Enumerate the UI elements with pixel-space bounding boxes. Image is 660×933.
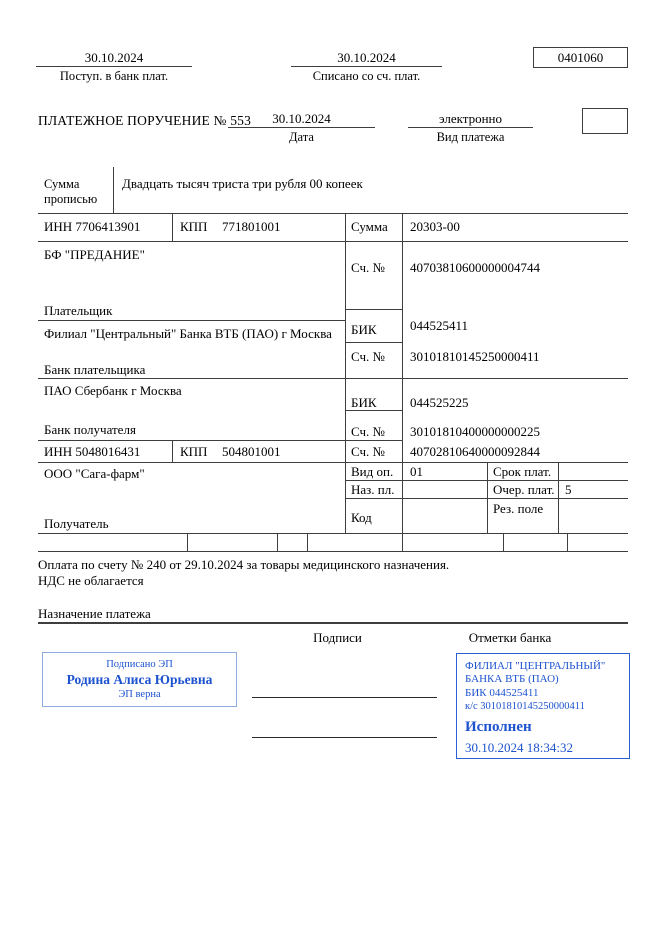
received-date-field [36, 50, 192, 84]
table-line-h [345, 342, 402, 343]
bank-execution-stamp [456, 653, 630, 759]
table-line-h [38, 533, 628, 534]
document-title: ПЛАТЕЖНОЕ ПОРУЧЕНИЕ № 553 [38, 113, 252, 128]
payment-kind-label: Вид платежа [436, 130, 505, 144]
purpose-section-label: Назначение платежа [38, 606, 151, 621]
payer-kpp-label: КПП [180, 219, 208, 234]
beneficiary-section-label: Получатель [44, 516, 109, 531]
table-line-h [38, 213, 628, 214]
pay-term-label: Срок плат. [493, 464, 552, 479]
table-line-h [38, 378, 628, 379]
table-line-v [187, 533, 188, 551]
table-line-v [345, 213, 346, 533]
e-signature-stamp [42, 652, 237, 707]
payer-kpp: 771801001 [222, 219, 281, 234]
purpose-underline [38, 622, 628, 624]
e-signature-line3: ЭП верна [118, 689, 161, 700]
table-line-h [38, 551, 628, 552]
beneficiary-bank-bik-label: БИК [351, 395, 377, 410]
table-line-v [113, 167, 114, 213]
payment-kind-field [408, 111, 533, 145]
bank-stamp-bik: БИК 044525411 [465, 687, 539, 699]
document-date: 30.10.2024 [228, 111, 375, 128]
status-code-box [582, 108, 628, 134]
payer-section-label: Плательщик [44, 303, 113, 318]
op-kind-value: 01 [410, 464, 423, 479]
op-kind-label: Вид оп. [351, 464, 394, 479]
payer-bank-name: Филиал "Центральный" Банка ВТБ (ПАО) г Москва [44, 326, 332, 341]
debited-date: 30.10.2024 [291, 50, 442, 67]
purpose-code-label: Наз. пл. [351, 482, 395, 497]
table-line-h [38, 241, 628, 242]
table-line-v [503, 533, 504, 551]
form-code-box [533, 47, 628, 68]
table-line-v [277, 533, 278, 551]
purpose-line2: НДС не облагается [38, 573, 144, 588]
payer-account-label: Сч. № [351, 260, 385, 275]
table-line-h [38, 462, 628, 463]
priority-value: 5 [565, 482, 572, 497]
table-line-h [345, 410, 402, 411]
payer-bank-account-label: Сч. № [351, 349, 385, 364]
table-line-v [172, 440, 173, 462]
beneficiary-name: ООО "Сага-фарм" [44, 466, 145, 481]
bank-stamp-status: Исполнен [465, 719, 532, 735]
payer-bank-bik: 044525411 [410, 318, 469, 333]
table-line-v [402, 533, 403, 551]
payer-name: БФ "ПРЕДАНИЕ" [44, 247, 145, 262]
document-date-label: Дата [289, 130, 314, 144]
table-line-v [567, 533, 568, 551]
bank-stamp-name: ФИЛИАЛ "ЦЕНТРАЛЬНЫЙ" БАНКА ВТБ (ПАО) [465, 660, 606, 685]
debited-date-field [291, 50, 442, 84]
signature-line-2 [252, 737, 437, 738]
payer-inn: ИНН 7706413901 [44, 219, 141, 234]
signature-line-1 [252, 697, 437, 698]
received-date-label: Поступ. в банк плат. [59, 69, 169, 83]
payer-bank-section-label: Банк плательщика [44, 362, 146, 377]
payment-kind: электронно [408, 111, 533, 128]
reserve-label: Рез. поле [493, 501, 544, 516]
amount-words-value: Двадцать тысяч триста три рубля 00 копеек [122, 176, 363, 191]
bank-marks-heading: Отметки банка [468, 630, 552, 645]
beneficiary-inn: ИНН 5048016431 [44, 444, 141, 459]
purpose-line1: Оплата по счету № 240 от 29.10.2024 за товары медицинского назначения. [38, 557, 450, 572]
sum-label: Сумма [351, 219, 388, 234]
document-date-field [228, 111, 375, 145]
received-date: 30.10.2024 [36, 50, 192, 67]
payer-bank-bik-label: БИК [351, 322, 377, 337]
beneficiary-account: 40702810640000092844 [410, 444, 540, 459]
beneficiary-kpp-label: КПП [180, 444, 208, 459]
priority-label: Очер. плат. [493, 482, 555, 497]
signatures-heading: Подписи [313, 630, 362, 645]
debited-date-label: Списано со сч. плат. [312, 69, 421, 83]
beneficiary-bank-bik: 044525225 [410, 395, 469, 410]
bank-stamp-datetime: 30.10.2024 18:34:32 [465, 740, 573, 755]
beneficiary-bank-name: ПАО Сбербанк г Москва [44, 383, 182, 398]
beneficiary-account-label: Сч. № [351, 444, 385, 459]
table-line-v [307, 533, 308, 551]
payer-bank-account: 30101810145250000411 [410, 349, 540, 364]
e-signature-name: Родина Алиса Юрьевна [66, 672, 213, 687]
beneficiary-kpp: 504801001 [222, 444, 281, 459]
amount-words-label: Сумма прописью [44, 177, 98, 206]
bank-stamp-corr-account: к/с 30101810145250000411 [465, 701, 585, 712]
table-line-h [38, 440, 402, 441]
table-line-v [558, 462, 559, 533]
code-label: Код [351, 510, 372, 525]
payer-account: 40703810600000004744 [410, 260, 540, 275]
table-line-v [172, 213, 173, 241]
e-signature-line1: Подписано ЭП [106, 659, 173, 670]
table-line-h [345, 309, 402, 310]
sum-value: 20303-00 [410, 219, 460, 234]
table-line-h [38, 320, 345, 321]
beneficiary-bank-account: 30101810400000000225 [410, 424, 540, 439]
beneficiary-bank-section-label: Банк получателя [44, 422, 136, 437]
table-line-v [402, 213, 403, 533]
beneficiary-bank-account-label: Сч. № [351, 424, 385, 439]
form-code: 0401060 [557, 49, 604, 65]
table-line-v [487, 462, 488, 533]
